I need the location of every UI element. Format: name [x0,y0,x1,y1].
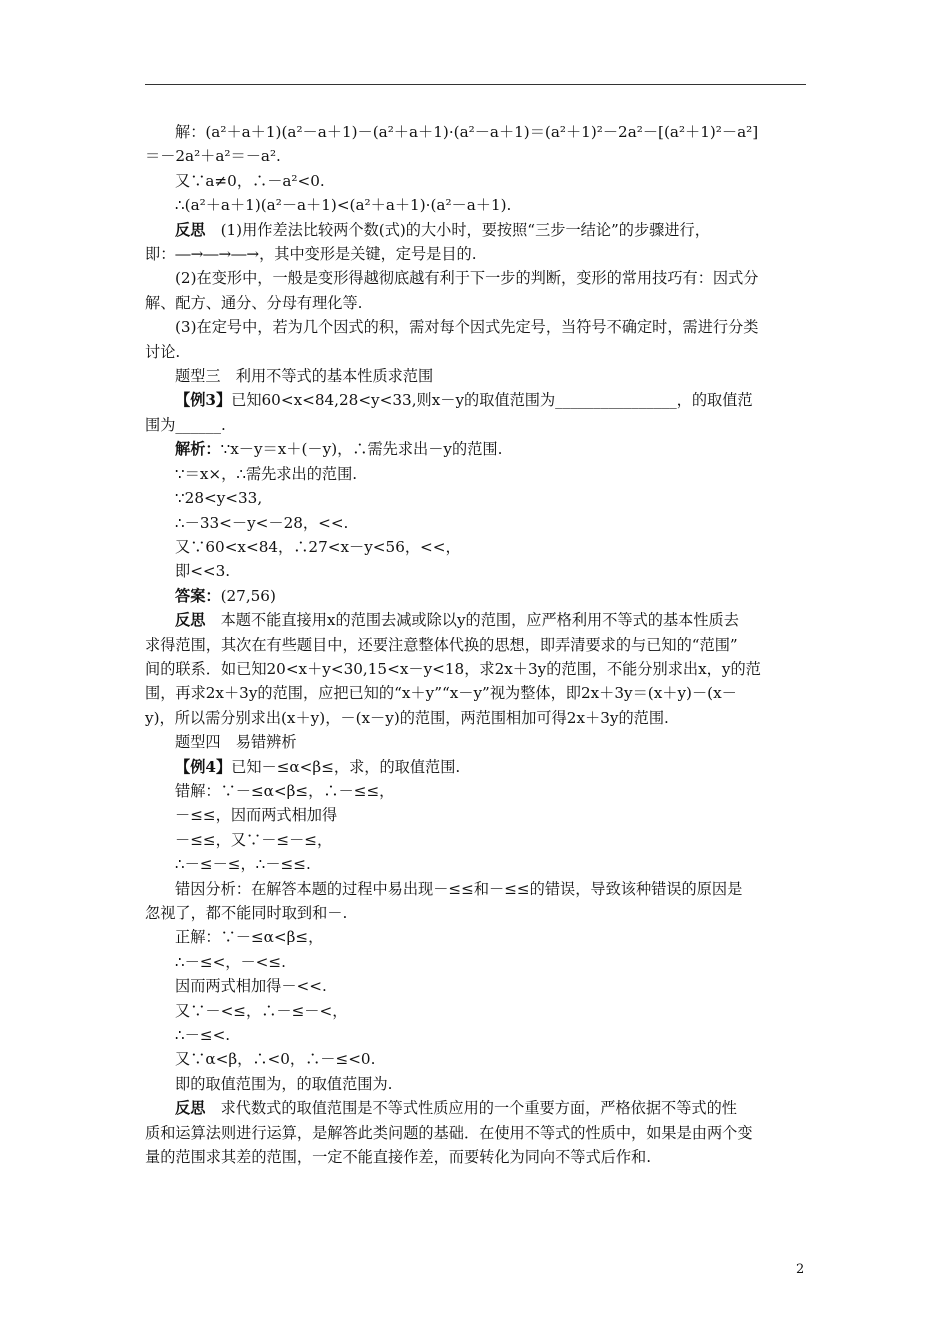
page-body [145,120,807,1169]
reflection-label: 反思 [175,1099,206,1118]
text-line: －≤≤，又∵－≤－≤， [175,830,333,849]
reflection-line [145,218,807,242]
text-line: 求代数式的取值范围是不等式性质应用的一个重要方面，严格依据不等式的性 [220,1099,737,1118]
text-line: 又∵α<β，∴<0，∴－≤<0. [175,1050,376,1069]
text-line: 又∵a≠0，∴－a²<0. [175,171,325,190]
text-line: ＝－2a²＋a²＝－a². [145,147,281,166]
text-line: ∴－≤<，－<≤. [175,952,286,971]
text-line: ∵28<y<33, [175,489,263,508]
example-label: 【例3】 [175,391,232,410]
text-line: ∴(a²＋a＋1)(a²－a＋1)<(a²＋a＋1)·(a²－a＋1). [175,196,512,215]
text-line: 错因分析：在解答本题的过程中易出现－≤≤和－≤≤的错误，导致该种错误的原因是 [175,879,743,898]
text-line: 即的取值范围为，的取值范围为. [175,1074,393,1093]
example-label: 【例4】 [175,757,232,776]
text-line: 因而两式相加得－<<. [175,977,327,996]
example-line [145,755,807,779]
text-line: ∴－≤<. [175,1026,231,1045]
text-line: 正解：∵－≤α<β≤， [175,928,324,947]
example-line [145,388,807,412]
text-line: ∴－33<－y<－28，<<. [175,513,349,532]
reflection-label: 反思 [175,220,206,239]
answer-label: 答案： [175,586,221,605]
text-line: 解、配方、通分、分母有理化等. [145,293,363,312]
analysis-label: 解析： [175,440,221,459]
text-line: 忽视了，都不能同时取到和－. [145,904,348,922]
text-line: ∵x－y＝x＋(－y)，∴需先求出－y的范围. [220,440,503,459]
text-line: 质和运算法则进行运算，是解答此类问题的基础．在使用不等式的性质中，如果是由两个变 [145,1123,753,1142]
text-line: 间的联系．如已知20<x＋y<30,15<x－y<18，求2x＋3y的范围，不能分别求出x，y的范 [145,659,761,678]
text-line: 已知－≤α<β≤，求，的取值范围. [231,757,461,776]
text-line: ∴－≤－≤，∴－≤≤. [175,855,311,874]
answer-line [145,584,807,608]
text-line: 量的范围求其差的范围，一定不能直接作差，而要转化为同向不等式后作和. [145,1148,652,1167]
section-heading: 题型四 易错辨析 [175,733,297,752]
reflection-line [145,1096,807,1120]
text-line: 又∵－<≤，∴－≤－<， [175,1001,348,1020]
header-rule [145,84,806,85]
reflection-line [145,608,807,632]
analysis-line [145,437,807,461]
page-number: 2 [796,1262,805,1277]
text-line: (1)用作差法比较两个数(式)的大小时，要按照“三步一结论”的步骤进行， [220,220,710,239]
text-line: (2)在变形中，一般是变形得越彻底越有利于下一步的判断，变形的常用技巧有：因式分 [175,269,759,288]
section-heading: 题型三 利用不等式的基本性质求范围 [175,367,434,386]
text-line: 围为______. [145,415,226,434]
text-line: 已知60<x<84,28<y<33,则x－y的取值范围为________________，的取值范 [231,391,753,410]
text-line: (3)在定号中，若为几个因式的积，需对每个因式先定号，当符号不确定时，需进行分类 [175,318,759,337]
text-line: 解：(a²＋a＋1)(a²－a＋1)－(a²＋a＋1)·(a²－a＋1)＝(a²＋1)²－2a²－[(a²＋1)²－a²] [175,123,759,141]
reflection-label: 反思 [175,611,206,630]
text-line: 即：―→―→―→，其中变形是关键，定号是目的. [145,245,477,264]
text-line: 错解：∵－≤α<β≤，∴－≤≤， [175,781,395,800]
text-line: 本题不能直接用x的范围去减或除以y的范围，应严格利用不等式的基本性质去 [220,611,739,630]
text-line: 讨论. [145,342,181,361]
text-line: 求得范围，其次在有些题目中，还要注意整体代换的思想，即弄清要求的与已知的“范围” [145,635,738,654]
text-line: 即<<3. [175,562,231,581]
text-line: 又∵60<x<84，∴27<x－y<56，<<， [175,537,461,556]
text-line: 围，再求2x＋3y的范围，应把已知的“x＋y”“x－y”视为整体，即2x＋3y＝(x＋y)－(x－ [145,684,737,703]
text-line: (27,56) [220,586,276,605]
text-line: －≤≤，因而两式相加得 [175,806,338,825]
text-line: y)，所以需分别求出(x＋y)，－(x－y)的范围，两范围相加可得2x＋3y的范围. [145,708,669,727]
text-line: ∵＝x×，∴需先求出的范围. [175,464,358,483]
